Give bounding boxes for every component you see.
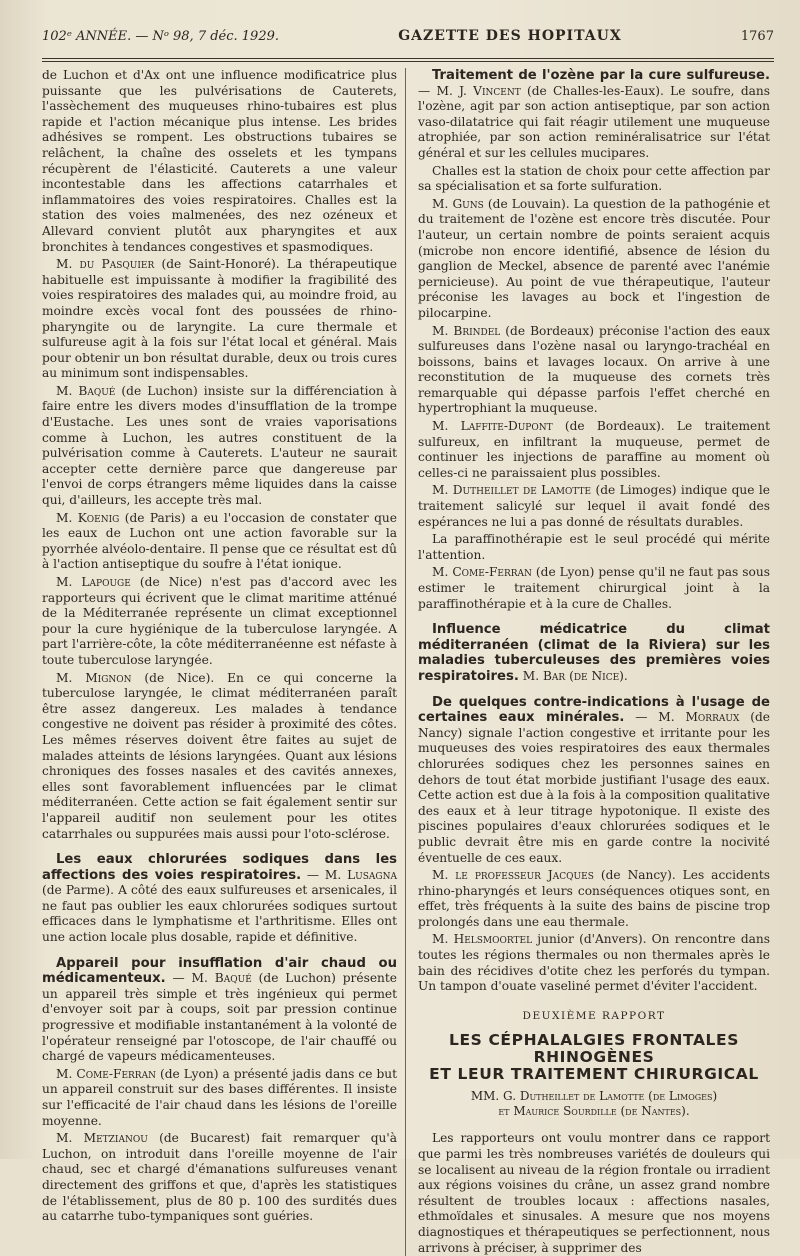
paragraph-text: (de Challes-les-Eaux). Le soufre, dans l'ozène, agit par son action antiseptique, par son action vaso-dilatatrice qui fait réagir utilement une muqueuse atrophiée, par son action reminéralisatrice sur l'état général et sur les cellules mucipares.	[418, 83, 770, 160]
paragraph-text: (de Bucarest) fait remarquer qu'à Luchon, on introduit dans l'oreille moyenne de l'air chaud, sec et chargé d'émanations sulfureuses venant directement des griffons et que, d'après les statistiques de l'établissement, plus de 80 p. 100 des surdités dues au catarrhe tubo-tympaniques sont guéries.	[42, 1131, 397, 1224]
paragraph-text: (de Lyon) pense qu'il ne faut pas sous estimer le traitement chirurgical joint à la paraffinothérapie et à la cure de Challes.	[418, 565, 770, 611]
paragraph	[418, 868, 770, 930]
paragraph-text: (de Paris) a eu l'occasion de constater que les eaux de Luchon ont une action favorable sur la pyorrhée alvéolo-dentaire. Il pense que ce résultat est dû à l'action antiseptique du soufre à l'état ionique.	[42, 510, 397, 572]
speaker-name: M. du Pasquier	[56, 257, 155, 272]
speaker-name: M. Lusagna	[324, 867, 397, 882]
paragraph	[418, 565, 770, 612]
speaker-name: M. Baqué	[56, 383, 116, 398]
speaker-name: M. Come-Ferran	[432, 565, 532, 580]
right-column	[406, 68, 770, 1256]
paragraph: La paraffinothérapie est le seul procédé qui mérite l'attention.	[418, 532, 770, 562]
report-title-line: ET LEUR TRAITEMENT CHIRURGICAL	[429, 1065, 759, 1084]
speaker-name: M. Morraux	[658, 710, 740, 725]
paragraph: De quelques contre-indications à l'usage de certaines eaux minérales. — M. Morraux (de Nancy) signale l'action congestive et irritante pour les muqueuses des voies respiratoires des eaux thermales chlorurées sodiques chez les personnes saines en dehors de tout état morbide justifiant l'usage des eaux. Cette action est due à la fois à la composition qualitative des eaux et à leur titrage hypotonique. Il existe des piscines populaires d'eaux chlorurées sodiques et le public devrait être mis en garde contre la nocivité éventuelle de ces eaux.	[418, 694, 770, 865]
section-heading: Traitement de l'ozène par la cure sulfureuse.	[432, 68, 770, 83]
paragraph: Challes est la station de choix pour cette affection par sa spécialisation et sa forte sulfuration.	[418, 163, 770, 194]
section-heading: De quelques contre-indications à l'usage de certaines eaux minérales.	[418, 694, 770, 726]
paragraph-text: (de Parme). A côté des eaux sulfureuses et arsenicales, il ne faut pas oublier les eaux chlorurées sodiques surtout efficaces dans le lymphatisme et l'arthritisme. Elles ont une action locale plus dosable, rapide et définitive.	[42, 883, 397, 945]
paragraph	[418, 483, 770, 530]
paragraph-text: (de Saint-Honoré). La thérapeutique habituelle est impuissante à modifier la fragibilité des voies respiratoires des malades qui, au moindre froid, au moindre excès vocal font des poussées de rhino-pharyngite ou de laryngite. La cure thermale et sulfureuse agit à la fois sur l'état local et général. Mais pour obtenir un bon résultat durable, deux ou trois cures au minimum sont indispensables.	[42, 257, 397, 381]
paragraph	[42, 384, 397, 509]
paragraph	[42, 511, 397, 573]
paragraph	[418, 419, 770, 481]
section-heading: Influence médicatrice du climat méditerranéen (climat de la Riviera) sur les maladies tuberculeuses des premières voies respiratoires.	[418, 622, 770, 684]
speaker-name: M. Baqué	[191, 971, 252, 986]
speaker-name: M. Come-Ferran	[56, 1066, 156, 1081]
paragraph-text: (de Luchon) insiste sur la différenciation à faire entre les divers modes d'insufflation de la trompe d'Eustache. Les unes sont de vraies vaporisations comme à Luchon, les autres constituent de la pulvérisation comme à Cauterets. L'auteur ne saurait accepter cette dernière parce que dangereuse par l'envoi de corps étrangers même liquides dans la caisse qui, d'ailleurs, les accepte très mal.	[42, 383, 397, 508]
report-authors	[418, 1089, 770, 1119]
paragraph-text: (de Luchon) présente un appareil très simple et très ingénieux qui permet d'envoyer soit par à coups, soit par pression continue progressive et modifiable instantanément à la volonté de l'opérateur renseigné par l'otoscope, de l'air chauffé ou chargé de vapeurs médicamenteuses.	[42, 971, 398, 1064]
paragraph-text: (de Louvain). La question de la pathogénie et du traitement de l'ozène est encore très discutée. Pour l'auteur, un certain nombre de points seraient acquis (microbe non encore identifié, absence de lésion du ganglion de Meckel, absence de parenté avec l'anémie pernicieuse). Au point de vue thérapeutique, l'auteur préconise les lavages au bock et l'ingestion de pilocarpine.	[418, 196, 770, 320]
paragraph	[42, 1067, 397, 1129]
paragraph-text: (de Nice). En ce qui concerne la tuberculose laryngée, le climat méditerranéen paraît être assez dangereux. Les malades à tendance congestive ne doivent pas résider à proximité des côtes. Les mêmes réserves doivent être faites au sujet de malades atteints de lésions laryngées. Quant aux lésions chroniques des fosses nasales et des cavités annexes, elles sont favorablement influencées par le climat méditerranéen. Cette action se fait également sentir sur l'appareil auditif non seulement pour les otites catarrhales ou suppurées mais aussi pour l'oto-sclérose.	[42, 670, 397, 841]
paragraph-text: (de Limoges) indique que le traitement salicylé sur lequel il avait fondé des espérances ne lui a pas donné de résultats durables.	[418, 483, 770, 529]
paragraph	[418, 622, 770, 684]
speaker-name: M. Metzianou	[56, 1131, 148, 1146]
report-title	[418, 1032, 770, 1083]
section-heading: Appareil pour insufflation d'air chaud ou médicamenteux.	[42, 955, 397, 987]
report-label: DEUXIÈME RAPPORT	[522, 1009, 666, 1022]
speaker-name: M. Bar (de Nice).	[518, 668, 628, 683]
paragraph	[42, 575, 397, 669]
paragraph	[42, 671, 397, 843]
paragraph	[42, 1131, 397, 1225]
paragraph-text: (de Nancy) signale l'action congestive et irritante pour les muqueuses des voies respiratoires des eaux thermales chlorurées sodiques chez les personnes saines en dehors de tout état morbide justifiant l'usage des eaux. Cette action est due à la fois à la composition qualitative des eaux et à leur titrage hypotonique. Il existe des piscines populaires d'eaux chlorurées sodiques et le public devrait être mis en garde contre la nocivité éventuelle de ces eaux.	[418, 710, 770, 865]
header-rule	[42, 58, 774, 59]
speaker-name: M. Mignon	[56, 670, 132, 685]
paragraph: de Luchon et d'Ax ont une influence modificatrice plus puissante que les pulvérisations de Cauterets, l'assèchement des muqueuses rhino-tubaires est plus rapide et l'action mécanique plus intense. Les brides adhésives se rompent. Les obstructions tubaires se relâchent, la chaîne des osselets et les tympans récupèrent de l'élasticité. Cauterets a une valeur incontestable dans les affections catarrhales et inflammatoires des voies respiratoires. Challes est la station des voies malmenées, des nez ozéneux et Allevard convient plutôt aux pharyngites et aux bronchites à tendances congestives et spasmodiques.	[42, 68, 397, 254]
paragraph	[418, 324, 770, 418]
paragraph: Traitement de l'ozène par la cure sulfureuse. — M. J. Vincent (de Challes-les-Eaux). Le soufre, dans l'ozène, agit par son action antiseptique, par son action vaso-dilatatrice qui fait réagir utilement une muqueuse atrophiée, par son action reminéralisatrice sur l'état général et sur les cellules mucipares.	[418, 68, 770, 160]
paragraph	[42, 257, 397, 382]
journal-title: GAZETTE DES HOPITAUX	[398, 28, 622, 44]
paragraph-text: (de Lyon) a présenté jadis dans ce but un appareil construit sur des bases différentes. Il insiste sur l'efficacité de l'air chaud dans les lésions de l'oreille moyenne.	[42, 1066, 397, 1128]
paragraph-text: (de Bordeaux) préconise l'action des eaux sulfureuses dans l'ozène nasal ou laryngo-trachéal en boissons, bains et lavages locaux. On arrive à une reconstitution de la muqueuse des cornets très remarquable qui dépasse parfois l'effet cherché en hypertrophiant la muqueuse.	[418, 323, 771, 416]
speaker-name: M. le professeur Jacques	[432, 868, 594, 883]
speaker-name: M. Brindel	[432, 323, 501, 338]
paragraph	[418, 197, 770, 322]
paragraph-text: (de Nice) n'est pas d'accord avec les rapporteurs qui écrivent que le climat maritime atténué de la Méditerranée représente un climat exceptionnel pour la cure hygiénique de la tuberculose laryngée. A part l'arrière-côte, la côte méditerranéenne est néfaste à toute tuberculose laryngée.	[42, 575, 397, 667]
speaker-name: M. Koenig	[56, 510, 120, 525]
speaker-name: M. Laffite-Dupont	[432, 419, 553, 434]
paragraph: Les eaux chlorurées sodiques dans les affections des voies respiratoires. — M. Lusagna (de Parme). A côté des eaux sulfureuses et arsenicales, il ne faut pas oublier les eaux chlorurées sodiques surtout efficaces dans le lymphatisme et l'arthritisme. Elles ont une action locale plus dosable, rapide et définitive.	[42, 852, 397, 945]
speaker-name: M. Helsmoortel	[432, 932, 533, 947]
authors-line: MM. G. Dutheillet de Lamotte (de Limoges)	[470, 1089, 718, 1104]
header-rule-secondary	[42, 61, 774, 62]
article-columns	[42, 68, 774, 1256]
paragraph-text: junior (d'Anvers). On rencontre dans toutes les régions thermales ou non thermales après le bain des récidives d'otite chez les perforés du tympan. Un tampon d'ouate vaseliné permet d'éviter l'accident.	[418, 932, 770, 994]
speaker-name: M. Guns	[432, 196, 484, 211]
page-number: 1767	[740, 29, 774, 44]
speaker-name: M. Dutheillet de Lamotte	[432, 483, 592, 498]
speaker-name: M. Lapouge	[56, 575, 131, 589]
authors-line: et Maurice Sourdille (de Nantes).	[498, 1104, 690, 1119]
section-heading: Les eaux chlorurées sodiques dans les affections des voies respiratoires.	[42, 852, 397, 883]
issue-info: 102ᵉ ANNÉE. — Nᵒ 98, 7 déc. 1929.	[42, 29, 279, 44]
left-column	[42, 68, 406, 1256]
paragraph: Appareil pour insufflation d'air chaud ou médicamenteux. — M. Baqué (de Luchon) présente un appareil très simple et très ingénieux qui permet d'envoyer soit par à coups, soit par pression continue progressive et modifiable instantanément à la volonté de l'opérateur renseigné par l'otoscope, de l'air chauffé ou chargé de vapeurs médicamenteuses.	[42, 955, 398, 1064]
speaker-name: M. J. Vincent	[436, 83, 521, 98]
report-title-line: LES CÉPHALALGIES FRONTALES RHINOGÈNES	[449, 1031, 739, 1067]
page-header	[42, 18, 774, 54]
paragraph-text: (de Bordeaux). Le traitement sulfureux, en infiltrant la muqueuse, permet de continuer les injections de paraffine au moment où celles-ci ne paraissaient plus possibles.	[418, 419, 770, 480]
paragraph: Les rapporteurs ont voulu montrer dans ce rapport que parmi les très nombreuses variétés de douleurs qui se localisent au niveau de la région frontale ou irradient aux régions voisines du crâne, un assez grand nombre résultent de troubles locaux : affections nasales, ethmoïdales et sinusales. A mesure que nos moyens diagnostiques et thérapeutiques se perfectionnent, nous arrivons à préciser, à supprimer des	[418, 1131, 770, 1255]
paragraph-text: (de Nancy). Les accidents rhino-pharyngés et leurs conséquences otiques sont, en effet, très fréquents à la suite des bains de piscine trop prolongés dans une eau thermale.	[418, 868, 771, 929]
paragraph	[418, 932, 770, 994]
